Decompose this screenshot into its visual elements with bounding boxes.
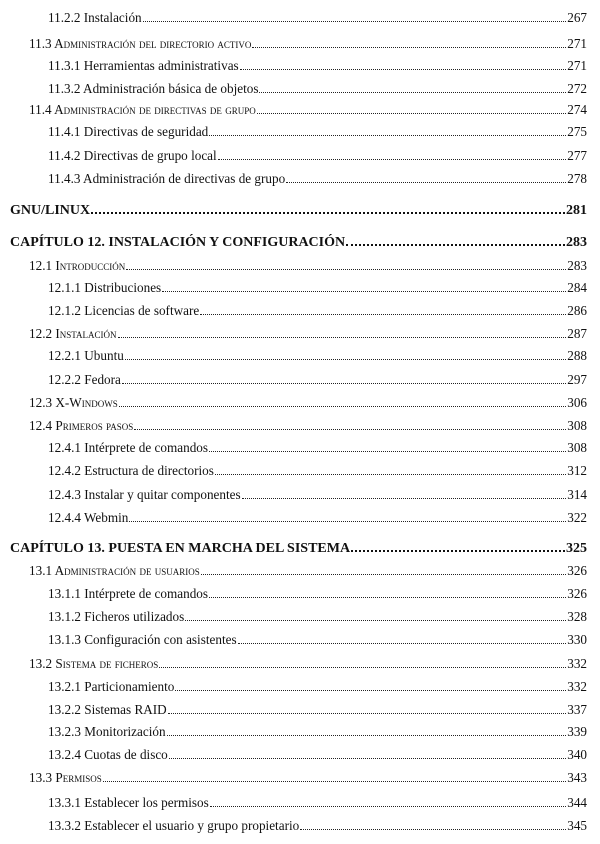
toc-subsection-entry[interactable] xyxy=(48,10,587,26)
toc-entry-title: 13.2.4 Cuotas de disco xyxy=(48,747,168,762)
dot-leader xyxy=(209,451,566,452)
toc-section-entry[interactable] xyxy=(29,656,587,672)
dot-leader xyxy=(346,244,565,246)
toc-section-entry[interactable] xyxy=(29,418,587,434)
toc-subsection-entry[interactable] xyxy=(48,124,587,140)
toc-entry-title: 12.4 Primeros pasos xyxy=(29,418,134,433)
toc-entry-title: 11.3.2 Administración básica de objetos xyxy=(48,81,259,96)
dot-leader xyxy=(240,69,567,70)
toc-entry-title: 11.4.3 Administración de directivas de grupo xyxy=(48,171,286,186)
toc-entry-title: 12.2 Instalación xyxy=(29,326,117,341)
toc-page-number: 278 xyxy=(567,171,587,186)
toc-subsection-entry[interactable] xyxy=(48,58,587,74)
dot-leader xyxy=(210,806,566,807)
toc-page-number: 283 xyxy=(567,258,587,273)
toc-page-number: 281 xyxy=(566,203,587,218)
toc-subsection-entry[interactable] xyxy=(48,171,587,187)
toc-page-number: 283 xyxy=(566,235,587,250)
toc-page-number: 287 xyxy=(567,326,587,341)
dot-leader xyxy=(238,643,567,644)
toc-subsection-entry[interactable] xyxy=(48,586,587,602)
toc-page-number: 337 xyxy=(567,702,587,717)
toc-entry-title: 13.2.2 Sistemas RAID xyxy=(48,702,167,717)
dot-leader xyxy=(103,781,566,782)
toc-page-number: 272 xyxy=(567,81,587,96)
dot-leader xyxy=(118,337,567,338)
toc-subsection-entry[interactable] xyxy=(48,303,587,319)
toc-section-entry[interactable] xyxy=(29,770,587,786)
toc-page-number: 332 xyxy=(567,679,587,694)
toc-subsection-entry[interactable] xyxy=(48,747,587,763)
dot-leader xyxy=(209,135,566,136)
toc-subsection-entry[interactable] xyxy=(48,818,587,834)
toc-entry-title: 13.2 Sistema de ficheros xyxy=(29,656,159,671)
toc-subsection-entry[interactable] xyxy=(48,440,587,456)
toc-page-number: 339 xyxy=(567,724,587,739)
toc-entry-title: CAPÍTULO 12. INSTALACIÓN Y CONFIGURACIÓN xyxy=(10,235,346,250)
toc-entry-title: 12.1.1 Distribuciones xyxy=(48,280,162,295)
dot-leader xyxy=(126,269,566,270)
toc-page-number: 322 xyxy=(567,510,587,525)
dot-leader xyxy=(125,359,566,360)
dot-leader xyxy=(122,383,566,384)
dot-leader xyxy=(168,713,567,714)
toc-page-number: 308 xyxy=(567,440,587,455)
toc-page-number: 344 xyxy=(567,795,587,810)
toc-entry-title: GNU/LINUX xyxy=(10,203,91,218)
dot-leader xyxy=(175,690,566,691)
dot-leader xyxy=(209,597,566,598)
dot-leader xyxy=(200,314,566,315)
toc-chapter-entry[interactable] xyxy=(10,235,587,251)
toc-subsection-entry[interactable] xyxy=(48,372,587,388)
toc-subsection-entry[interactable] xyxy=(48,702,587,718)
toc-page-number: 314 xyxy=(567,487,587,502)
toc-entry-title: 11.4.2 Directivas de grupo local xyxy=(48,148,217,163)
toc-subsection-entry[interactable] xyxy=(48,148,587,164)
dot-leader xyxy=(257,113,567,114)
toc-section-entry[interactable] xyxy=(29,563,587,579)
toc-subsection-entry[interactable] xyxy=(48,81,587,97)
dot-leader xyxy=(129,521,566,522)
toc-chapter-entry[interactable] xyxy=(10,541,587,557)
dot-leader xyxy=(185,620,566,621)
toc-entry-title: 13.1.3 Configuración con asistentes xyxy=(48,632,237,647)
toc-page-number: 332 xyxy=(567,656,587,671)
toc-subsection-entry[interactable] xyxy=(48,795,587,811)
toc-chapter-entry[interactable] xyxy=(10,203,587,219)
toc-section-entry[interactable] xyxy=(29,36,587,52)
toc-entry-title: 13.3 Permisos xyxy=(29,770,102,785)
toc-section-entry[interactable] xyxy=(29,326,587,342)
toc-entry-title: 11.2.2 Instalación xyxy=(48,10,142,25)
dot-leader xyxy=(91,212,565,214)
toc-subsection-entry[interactable] xyxy=(48,487,587,503)
toc-page-number: 328 xyxy=(567,609,587,624)
toc-entry-title: 12.1 Introducción xyxy=(29,258,126,273)
toc-entry-title: 12.4.3 Instalar y quitar componentes xyxy=(48,487,241,502)
toc-subsection-entry[interactable] xyxy=(48,724,587,740)
dot-leader xyxy=(300,829,566,830)
toc-page-number: 271 xyxy=(567,58,587,73)
toc-subsection-entry[interactable] xyxy=(48,463,587,479)
dot-leader xyxy=(201,574,566,575)
toc-page-number: 288 xyxy=(567,348,587,363)
dot-leader xyxy=(215,474,566,475)
toc-page-number: 326 xyxy=(567,563,587,578)
toc-entry-title: 12.3 X-Windows xyxy=(29,395,118,410)
toc-entry-title: 11.3.1 Herramientas administrativas xyxy=(48,58,239,73)
toc-page-number: 306 xyxy=(567,395,587,410)
toc-entry-title: CAPÍTULO 13. PUESTA EN MARCHA DEL SISTEMA xyxy=(10,541,351,556)
toc-page-number: 312 xyxy=(567,463,587,478)
toc-entry-title: 11.3 Administración del directorio activo xyxy=(29,36,252,51)
dot-leader xyxy=(119,406,566,407)
dot-leader xyxy=(242,498,567,499)
dot-leader xyxy=(218,159,567,160)
toc-entry-title: 11.4.1 Directivas de seguridad xyxy=(48,124,209,139)
toc-entry-title: 13.3.2 Establecer el usuario y grupo propietario xyxy=(48,818,300,833)
toc-subsection-entry[interactable] xyxy=(48,632,587,648)
toc-page-number: 267 xyxy=(567,10,587,25)
dot-leader xyxy=(169,758,566,759)
toc-page-number: 330 xyxy=(567,632,587,647)
toc-page-number: 308 xyxy=(567,418,587,433)
toc-section-entry[interactable] xyxy=(29,395,587,411)
dot-leader xyxy=(351,550,565,552)
toc-entry-title: 13.2.1 Particionamiento xyxy=(48,679,175,694)
dot-leader xyxy=(159,667,566,668)
dot-leader xyxy=(252,47,566,48)
toc-subsection-entry[interactable] xyxy=(48,679,587,695)
toc-page-number: 343 xyxy=(567,770,587,785)
toc-entry-title: 13.1.2 Ficheros utilizados xyxy=(48,609,185,624)
dot-leader xyxy=(286,182,566,183)
toc-entry-title: 11.4 Administración de directivas de grupo xyxy=(29,102,256,117)
toc-entry-title: 12.1.2 Licencias de software xyxy=(48,303,200,318)
toc-page-number: 297 xyxy=(567,372,587,387)
toc-entry-title: 12.2.1 Ubuntu xyxy=(48,348,124,363)
toc-page-number: 277 xyxy=(567,148,587,163)
dot-leader xyxy=(134,429,566,430)
toc-page-number: 325 xyxy=(566,541,587,556)
dot-leader xyxy=(162,291,566,292)
toc-section-entry[interactable] xyxy=(29,102,587,118)
toc-page-number: 274 xyxy=(567,102,587,117)
toc-entry-title: 12.4.1 Intérprete de comandos xyxy=(48,440,209,455)
toc-page-number: 275 xyxy=(567,124,587,139)
dot-leader xyxy=(167,735,567,736)
toc-entry-title: 13.1 Administración de usuarios xyxy=(29,563,200,578)
toc-entry-title: 13.3.1 Establecer los permisos xyxy=(48,795,209,810)
toc-page-number: 340 xyxy=(567,747,587,762)
toc-page-number: 345 xyxy=(567,818,587,833)
toc-page-number: 284 xyxy=(567,280,587,295)
toc-page-number: 326 xyxy=(567,586,587,601)
toc-subsection-entry[interactable] xyxy=(48,510,587,526)
toc-entry-title: 13.2.3 Monitorización xyxy=(48,724,166,739)
toc-entry-title: 12.4.4 Webmin xyxy=(48,510,129,525)
dot-leader xyxy=(143,21,567,22)
toc-subsection-entry[interactable] xyxy=(48,280,587,296)
toc-entry-title: 12.2.2 Fedora xyxy=(48,372,121,387)
toc-section-entry[interactable] xyxy=(29,258,587,274)
toc-page-number: 271 xyxy=(567,36,587,51)
toc-entry-title: 13.1.1 Intérprete de comandos xyxy=(48,586,209,601)
toc-subsection-entry[interactable] xyxy=(48,609,587,625)
toc-entry-title: 12.4.2 Estructura de directorios xyxy=(48,463,214,478)
toc-page-number: 286 xyxy=(567,303,587,318)
toc-subsection-entry[interactable] xyxy=(48,348,587,364)
dot-leader xyxy=(259,92,566,93)
